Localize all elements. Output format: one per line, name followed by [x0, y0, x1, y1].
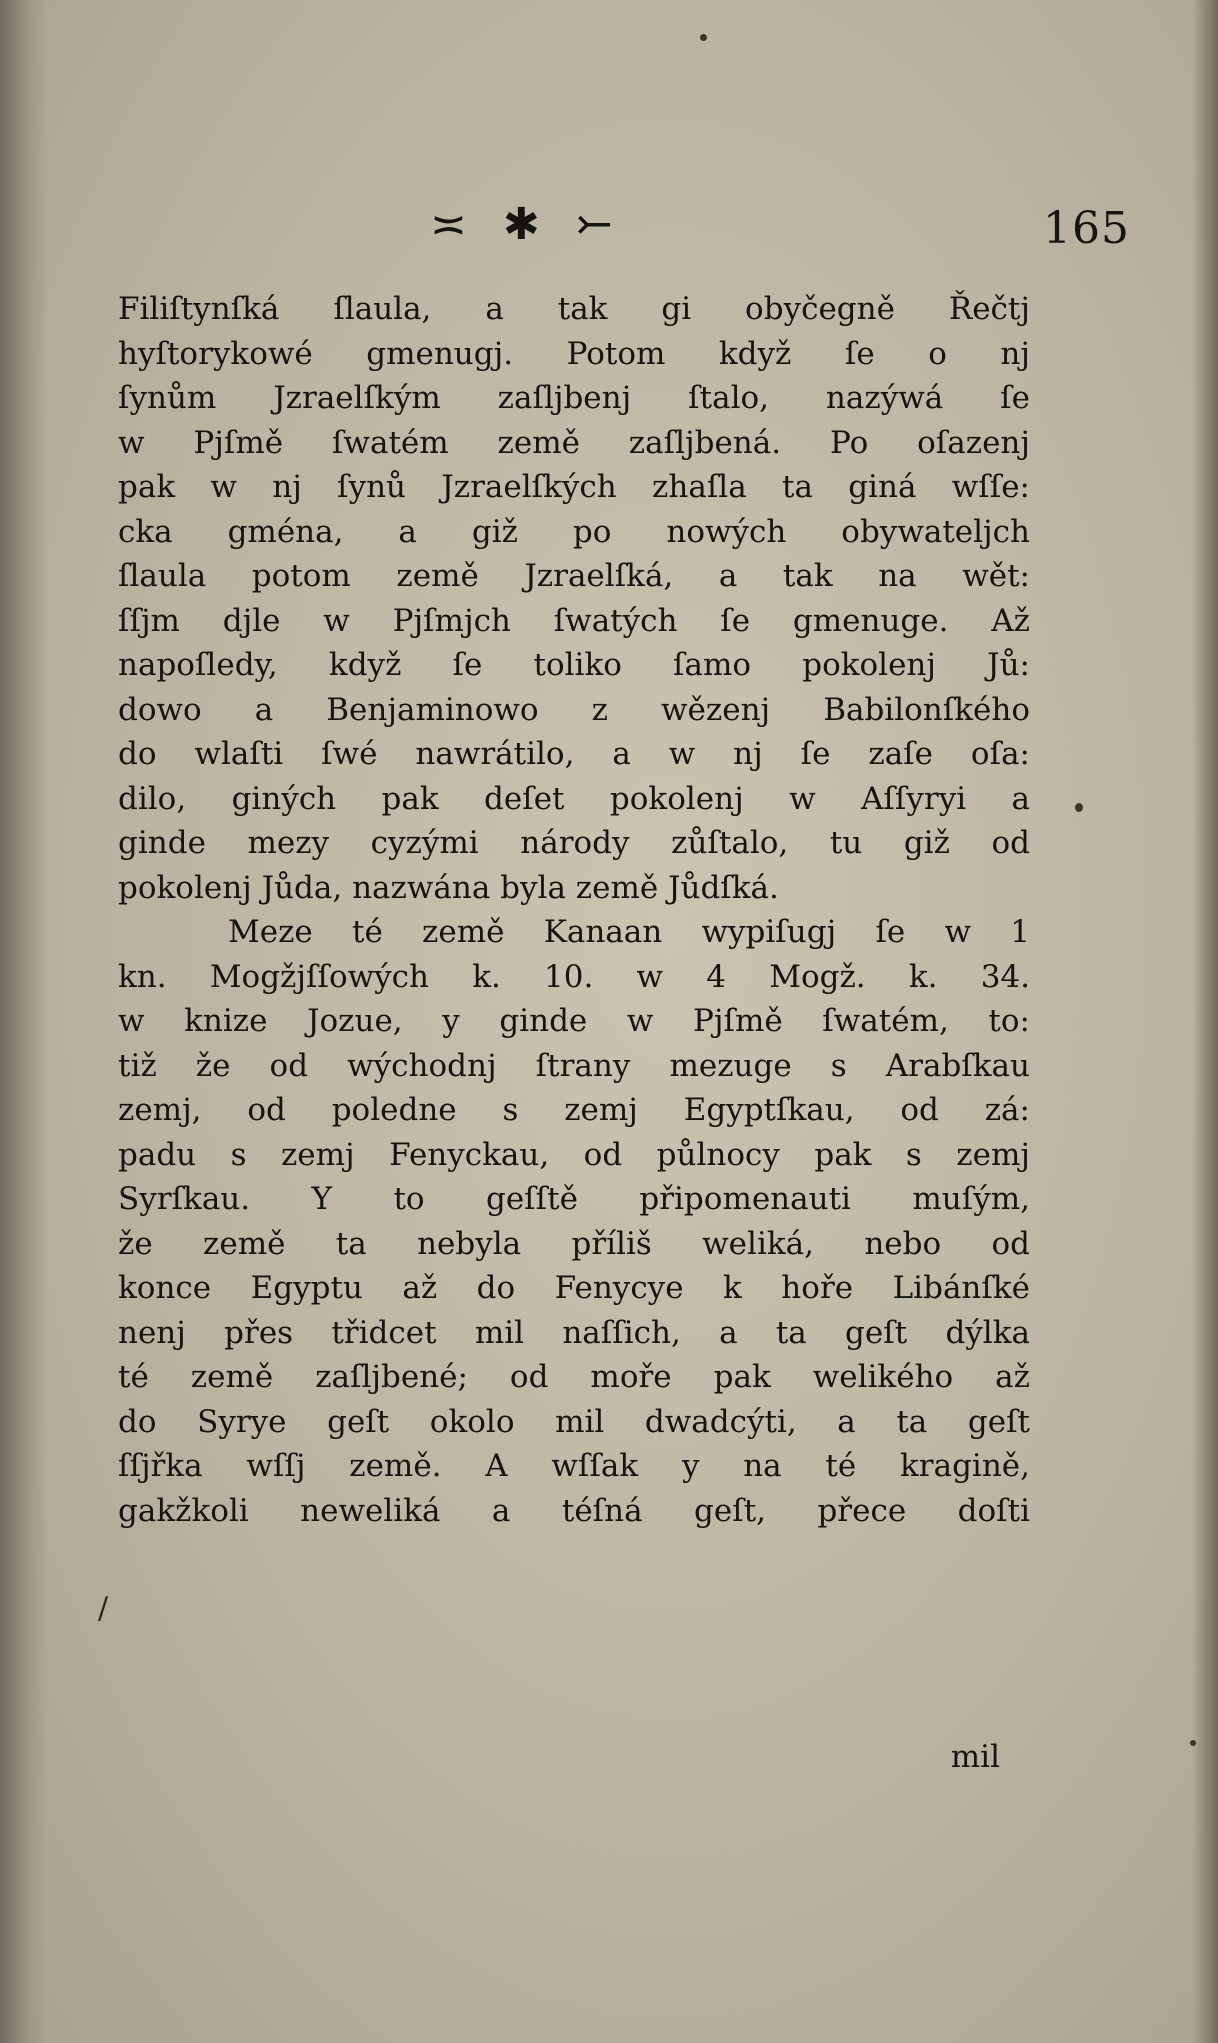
text-line: cka gména, a giž po nowých obywateljch: [118, 513, 1030, 550]
text-line: gakžkoli neweliká a téſná geſt, přece doſti: [118, 1492, 1030, 1529]
text-line: ginde mezy cyzými národy zůſtalo, tu giž od: [118, 825, 1030, 861]
text-line: dowo a Benjaminowo z wězenj Babilonſkého: [118, 691, 1030, 728]
text-line: Syrſkau. Y to geſſtě připomenauti muſým,: [118, 1181, 1030, 1217]
text-line: konce Egyptu až do Fenycye k hoře Libánſké: [118, 1270, 1030, 1306]
text-line: kn. Mogžjſſowých k. 10. w 4 Mogž. k. 34.: [118, 958, 1030, 995]
margin-mark: /: [98, 1591, 109, 1626]
paragraph-start-line: Meze té země Kanaan wypiſugj ſe w 1: [228, 914, 1030, 950]
ink-spot: [700, 34, 707, 41]
catchword: mil: [950, 1739, 1000, 1775]
header-ornament: [430, 195, 613, 255]
text-line: pak w nj ſynů Jzraelſkých zhaſla ta giná wſſe:: [118, 469, 1030, 505]
running-header: [430, 195, 1130, 265]
text-line: dilo, giných pak deſet pokolenj w Aſſyryi a: [118, 780, 1030, 817]
text-line: napoſledy, když ſe toliko ſamo pokolenj Jů:: [118, 647, 1030, 683]
text-line: ſynům Jzraelſkým zaſljbenj ſtalo, nazýwá ſe: [118, 380, 1030, 416]
text-line: zemj, od poledne s zemj Egyptſkau, od zá:: [118, 1092, 1030, 1128]
ornament-glyph-right: ⤚: [575, 199, 613, 250]
ink-spot: [1190, 1740, 1196, 1746]
ornament-glyph-center: ✱: [502, 199, 540, 250]
text-line: do wlaſti ſwé nawrátilo, a w nj ſe zaſe oſa:: [118, 736, 1030, 772]
text-line: té země zaſljbené; od moře pak welikého až: [118, 1359, 1030, 1395]
page-number: 165: [1043, 203, 1130, 254]
page-edge: [1192, 0, 1218, 2043]
text-line: w knize Jozue, y ginde w Pjſmě ſwatém, to:: [118, 1003, 1030, 1039]
text-line: padu s zemj Fenyckau, od půlnocy pak s zemj: [118, 1136, 1030, 1173]
text-line: ſſjm djle w Pjſmjch ſwatých ſe gmenuge. Až: [118, 602, 1030, 639]
text-line: nenj přes třidcet mil naſſich, a ta geſt dýlka: [118, 1314, 1030, 1351]
body-text: [118, 287, 1030, 1533]
text-line: že země ta nebyla příliš weliká, nebo od: [118, 1225, 1030, 1262]
binding-shadow: [0, 0, 48, 2043]
text-line: do Syrye geſt okolo mil dwadcýti, a ta geſt: [118, 1403, 1030, 1440]
text-line: w Pjſmě ſwatém země zaſljbená. Po oſazenj: [118, 424, 1030, 461]
text-line: pokolenj Jůda, nazwána byla země Jůdſká.: [118, 869, 779, 906]
text-line: ſlaula potom země Jzraelſká, a tak na wět:: [118, 558, 1030, 594]
ink-spot: [1075, 803, 1083, 812]
text-line: hyſtorykowé gmenugj. Potom když ſe o nj: [118, 335, 1030, 372]
text-line: ſſjřka wſſj země. A wſſak y na té kragině,: [118, 1448, 1030, 1484]
ornament-glyph-left: ≍: [430, 199, 467, 250]
text-line: tiž že od wýchodnj ſtrany mezuge s Arabſkau: [118, 1047, 1030, 1084]
text-line: Filiſtynſká ſlaula, a tak gi obyčegně Řečtj: [118, 291, 1030, 327]
